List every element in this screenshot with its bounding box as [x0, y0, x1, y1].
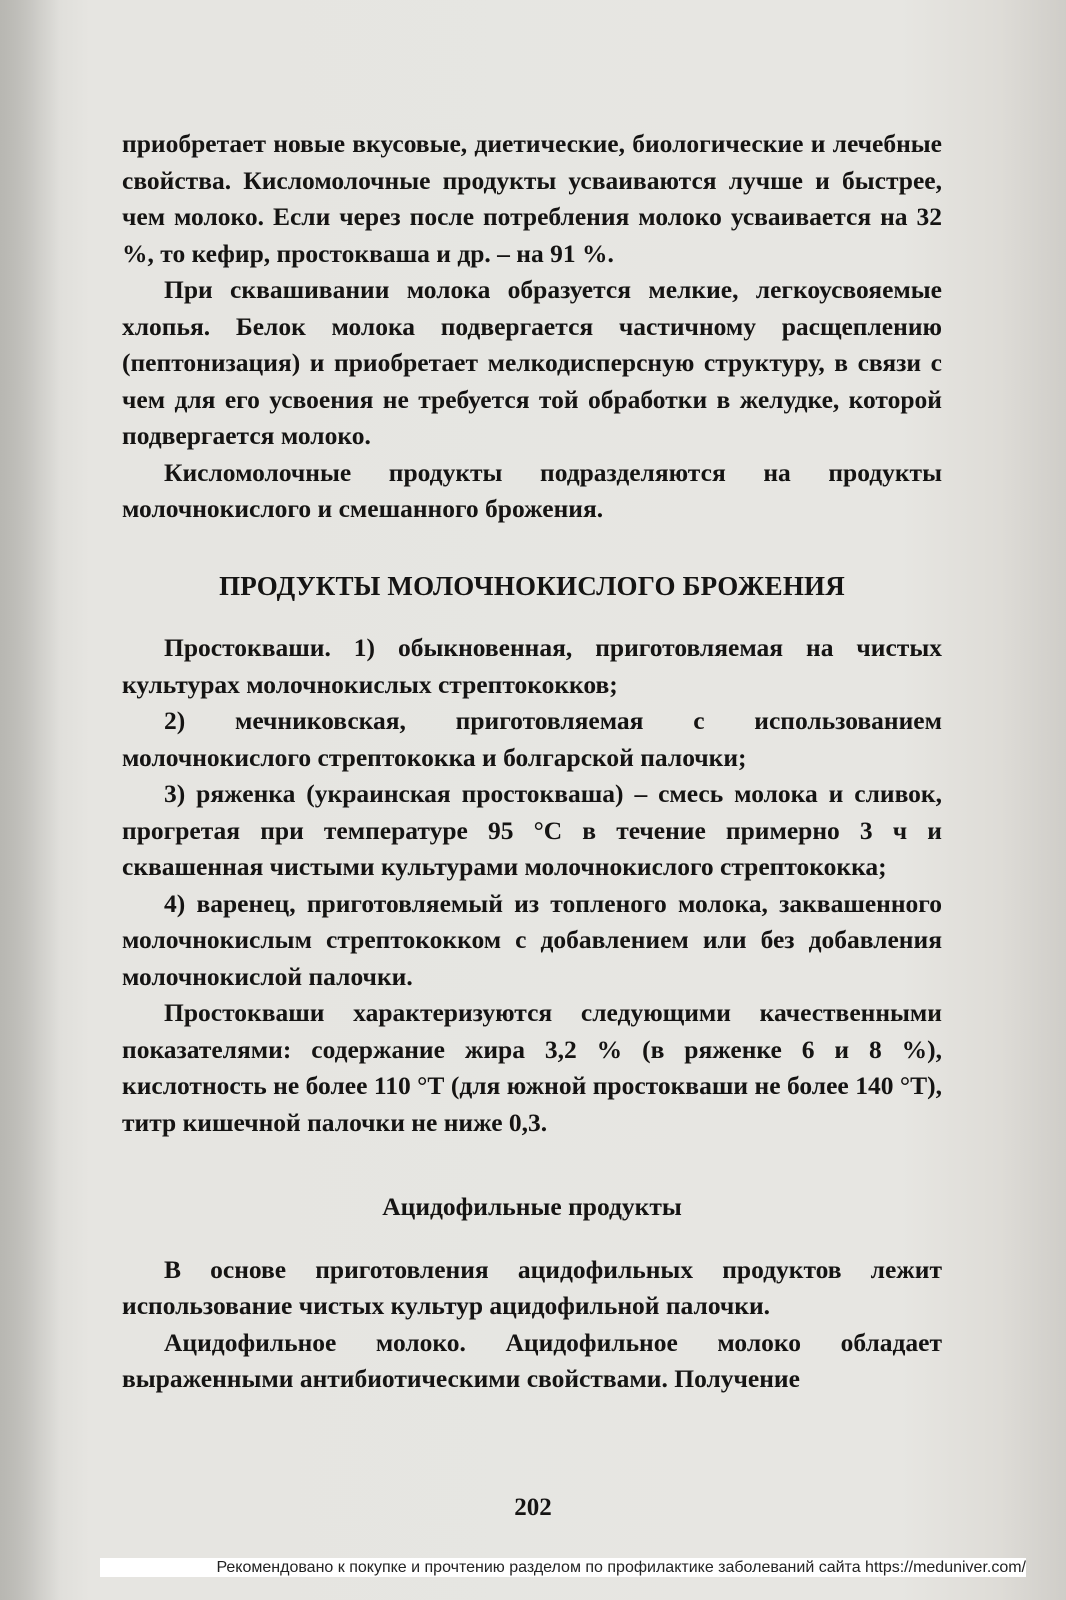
item-text: приготовляемый из топленого молока, заквашенного молочнокислым стрептококком с добавлением или без добавления молочнокислой палочки.	[122, 888, 943, 991]
section-heading: ПРОДУКТЫ МОЛОЧНОКИСЛОГО БРОЖЕНИЯ	[219, 570, 845, 601]
list-item-mechnikov	[122, 703, 942, 776]
page-body-text	[122, 126, 942, 1398]
book-spine-shadow	[0, 0, 60, 1600]
paragraph-acidophilus: В основе приготовления ацидофильных продуктов лежит использование чистых культур ацидофильной палочки.	[122, 1254, 942, 1320]
paragraph-curdling: При сквашивании молока образуется мелкие, легкоусвояемые хлопья. Белок молока подвергается частичному расщеплению (пептонизация) и приобретает мелкодисперсную структуру, в связи с чем для его усвоения не требуется той обработки в желудке, которой подвергается молоко.	[122, 275, 942, 450]
paragraph-quality: Простокваши характеризуются следующими качественными показателями: содержание жира 3,2 % (в ряженке 6 и 8 %), кислотность не более 110 °Т (для южной простокваши не более 140 °Т), титр кишечной палочки не ниже 0,3.	[122, 998, 942, 1137]
list-item-ryazhenka	[122, 776, 942, 886]
paragraph-acidophilus-milk	[122, 1325, 942, 1398]
item-text: (украинская простокваша) – смесь молока и сливок, прогретая при температуре 95 °С в течение примерно 3 ч и сквашенная чистыми культурами молочнокислого стрептококка;	[122, 779, 942, 881]
footer-note: Рекомендовано к покупке и прочтению разделом по профилактике заболеваний сайта https://meduniver.com/	[100, 1558, 1026, 1577]
item-text: приготовляемая с использованием молочнокислого стрептококка и болгарской палочки;	[122, 706, 942, 772]
paragraph-properties: приобретает новые вкусовые, диетические, биологические и лечебные свойства. Кисломолочные продукты усваиваются лучше и быстрее, чем молоко. Если через после потребления молоко усваивается на 32 %, то кефир, простокваша и др. – на 91 %.	[122, 129, 942, 268]
item-lead: Ацидофильное молоко.	[164, 1327, 466, 1357]
item-lead: 2) мечниковская,	[164, 706, 406, 735]
paragraph-classification: Кисломолочные продукты подразделяются на продукты молочнокислого и смешанного брожения.	[122, 457, 942, 523]
item-lead: Простокваши. 1) обыкновенная,	[164, 633, 573, 662]
list-item-ordinary	[122, 630, 942, 703]
page-number: 202	[514, 1494, 552, 1521]
subsection-heading: Ацидофильные продукты	[382, 1192, 682, 1221]
item-text: приготовляемая на чистых культурах молочнокислых стрептококков;	[122, 633, 942, 699]
item-lead: 4) варенец,	[164, 888, 296, 918]
list-item-varenets	[122, 886, 942, 996]
item-lead: 3) ряженка	[164, 779, 296, 808]
item-text: Ацидофильное молоко обладает выраженными антибиотическими свойствами. Получение	[122, 1327, 942, 1393]
